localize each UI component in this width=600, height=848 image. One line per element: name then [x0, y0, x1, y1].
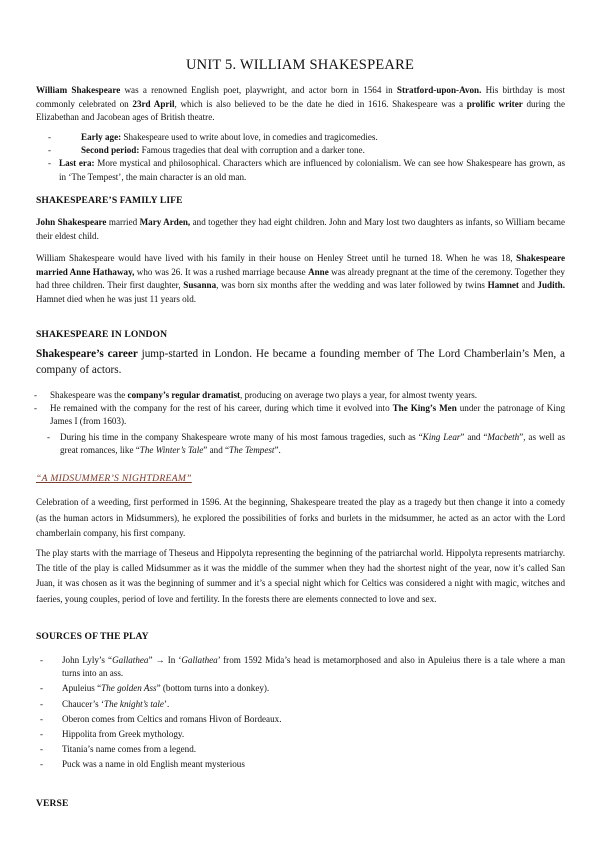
london-paragraph: Shakespeare’s career jump-started in London. He became a founding member of The Lord Chamberlain’s Men, a company of actors.	[36, 348, 565, 376]
list-item: - Titania’s name comes from a legend.	[40, 744, 197, 755]
list-item: - Early age: Shakespeare used to write about love, in comedies and tragicomedies.	[48, 132, 378, 142]
intro-prolific: prolific writer	[466, 98, 523, 109]
list-item: - He remained with the company for the rest of his career, during which time it evolved into The King’s Men under the patronage of King James I (from 1603).	[34, 403, 565, 427]
list-item: - Last era: More mystical and philosophical. Characters which are influenced by colonialism. We can see how Shakespeare has grown, as in ‘The Tempest’, the main character is an old man.	[48, 158, 565, 182]
sources-list	[40, 654, 565, 772]
list-item: - Oberon comes from Celtics and romans Hivon of Bordeaux.	[40, 713, 282, 724]
family-paragraph-1: John Shakespeare married Mary Arden, and together they had eight children. John and Mary lost two daughters as infants, so William became their eldest child.	[36, 217, 565, 241]
midsummer-paragraph-2: The play starts with the marriage of Theseus and Hippolyta representing the beginning of the patriarchal world. Hippolyta represents matriarchy. The title of the play is called Midsummer as it was the middle of the summer when they had the shortest night of the year, now it’s called San Juan, it was chosen as it was the beginning of summer and it’s a special night which for Celtics was considered a night with magic, witches and faeries, young couples, period of love and fertility. In the forests there are elements connected to love and sex.	[36, 548, 565, 604]
list-item: - Hippolita from Greek mythology.	[40, 729, 185, 740]
page-title: UNIT 5. WILLIAM SHAKESPEARE	[186, 57, 414, 73]
london-list	[34, 389, 566, 457]
family-paragraph-2: William Shakespeare would have lived with his family in their house on Henley Street until he turned 18. When he was 18, Shakespeare married Anne Hathaway, who was 26. It was a rushed marriage because Anne was already pregnant at the time of the ceremony. Together they had three children. Their first daughter, Susanna, was born six months after the wedding and was later followed by twins Hamnet and Judith. Hamnet died when he was just 11 years old.	[36, 253, 565, 304]
verse-heading: VERSE	[36, 798, 69, 809]
intro-place: Stratford-upon-Avon.	[396, 85, 482, 95]
list-item: - Puck was a name in old English meant mysterious	[40, 759, 245, 770]
sources-heading: SOURCES OF THE PLAY	[36, 631, 149, 642]
intro-name: William Shakespeare	[36, 85, 121, 95]
list-item: - Shakespeare was the company’s regular dramatist, producing on average two plays a year, for almost twenty years.	[34, 390, 478, 400]
intro-paragraph: William Shakespeare was a renowned English poet, playwright, and actor born in 1564 in Stratford-upon-Avon. His birthday is most commonly celebrated on 23rd April, which is also believed to be the date he died in 1616. Shakespeare was a prolific writer during the Elizabethan and Jacobean ages of British theatre.	[36, 85, 566, 123]
eras-list	[48, 131, 565, 184]
list-item: - Apuleius “The golden Ass” (bottom turns into a donkey).	[40, 683, 270, 694]
midsummer-paragraph-1: Celebration of a weeding, first performed in 1596. At the beginning, Shakespeare treated the play as a tragedy but then change it into a comedy (as the human actors in Midsummers), he explored the possibilities of forks and burlets in the midsummer, he acted as an actor with the Lord chamberlain company, his first company.	[36, 497, 565, 539]
list-item: - John Lyly’s “Gallathea” → In ‘Gallathea’ from 1592 Mida’s head is metamorphosed and also in Apuleius there is a tale where a man turns into an ass.	[40, 655, 565, 679]
family-heading: SHAKESPEARE’S FAMILY LIFE	[36, 195, 183, 206]
list-item: - During his time in the company Shakespeare wrote many of his most famous tragedies, such as “King Lear” and “Macbeth”, as well as great romances, like “The Winter’s Tale” and “The Tempest”.	[47, 431, 566, 455]
london-heading: SHAKESPEARE IN LONDON	[36, 329, 168, 340]
midsummer-heading: “A MIDSUMMER’S NIGHTDREAM”	[36, 473, 192, 484]
intro-date: 23rd April	[132, 98, 175, 109]
list-item: - Second period: Famous tragedies that deal with corruption and a darker tone.	[48, 145, 365, 156]
list-item: - Chaucer’s ‘The knight’s tale’.	[40, 698, 170, 709]
